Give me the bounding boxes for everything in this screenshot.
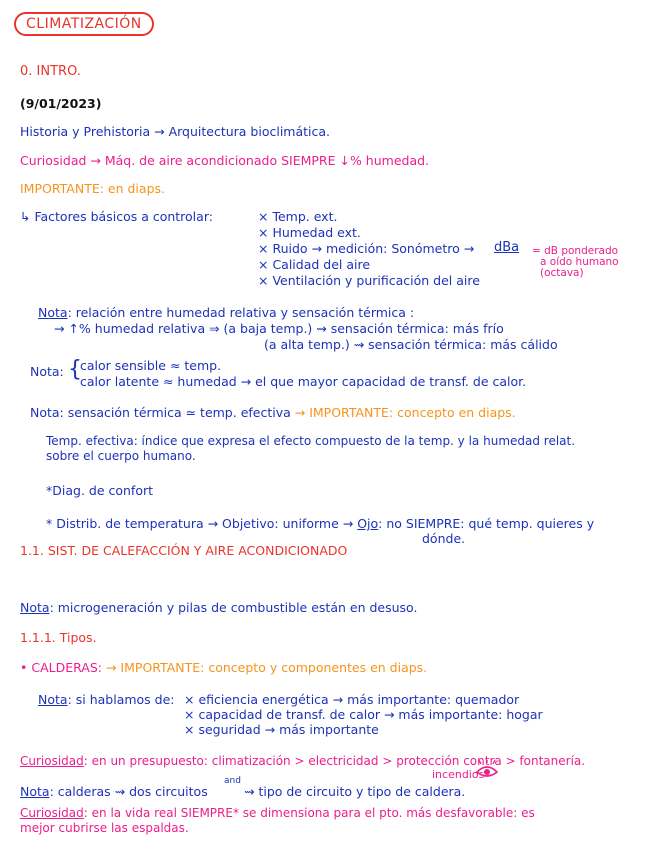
dba-note: = dB ponderado (532, 245, 619, 257)
nota-3-importante: → IMPORTANTE: concepto en diaps. (294, 405, 516, 420)
nota-2-label: Nota: (30, 364, 64, 379)
nota-5-item: × capacidad de transf. de calor → más importante: hogar (184, 707, 543, 722)
page-title: CLIMATIZACIÓN (14, 12, 154, 36)
factor-item: × Calidad del aire (258, 257, 371, 272)
dba-label: dBa (494, 240, 520, 255)
nota-1-line-2: → ↑% humedad relativa ⇒ (a baja temp.) ⇝ sensación térmica: más frío (54, 321, 504, 336)
nota-2-line-2: calor latente ≈ humedad → el que mayor capacidad de transf. de calor. (80, 374, 527, 389)
calderas-line (20, 660, 427, 675)
distrib-line (46, 516, 594, 531)
section-1-1-heading: 1.1. SIST. DE CALEFACCIÓN Y AIRE ACONDICIONADO (20, 543, 348, 558)
nota-1-line-3: (a alta temp.) ⇝ sensación térmica: más cálido (264, 337, 558, 352)
curiosidad-text: : en la vida real SIEMPRE* se dimensiona para el pto. más desfavorable: es (83, 806, 535, 820)
nota-2-line-1: calor sensible ≈ temp. (80, 358, 222, 373)
nota-4 (20, 600, 417, 615)
factores-label: ↳ Factores básicos a controlar: (20, 209, 213, 224)
brace-icon: { (68, 357, 82, 382)
factor-item: × Humedad ext. (258, 225, 361, 240)
section-intro-heading: 0. INTRO. (20, 64, 81, 79)
curiosidad-label: Curiosidad (20, 754, 84, 768)
dba-note: (octava) (540, 267, 584, 279)
nota-3-text: Nota: sensación térmica ≃ temp. efectiva (30, 405, 291, 420)
curiosidad-3 (20, 806, 535, 821)
ojo-label: Ojo (357, 516, 379, 531)
nota-text: : microgeneración y pilas de combustible están en desuso. (49, 600, 418, 615)
factor-item: × Ventilación y purificación del aire (258, 273, 480, 288)
distrib-text: * Distrib. de temperatura → Objetivo: uniforme → (46, 516, 354, 531)
nota-6-text-2: ⇝ tipo de circuito y tipo de caldera. (244, 784, 466, 799)
dba-note: a oído humano (540, 256, 619, 268)
nota-text: : calderas ⇝ dos circuitos (49, 784, 208, 799)
nota-3 (30, 405, 516, 420)
calderas-importante: → IMPORTANTE: (105, 660, 205, 675)
temp-efectiva-line-1: Temp. efectiva: índice que expresa el efecto compuesto de la temp. y la humedad relat. (46, 434, 576, 448)
calderas-label: • CALDERAS: (20, 660, 102, 675)
distrib-text-2: : no SIEMPRE: qué temp. quieres y (378, 516, 595, 531)
calderas-text: concepto y componentes en diaps. (208, 660, 428, 675)
nota-5-item: × seguridad → más importante (184, 722, 379, 737)
factor-item: × Temp. ext. (258, 209, 338, 224)
nota-text: : si hablamos de: (67, 692, 175, 707)
nota-5 (38, 692, 175, 707)
curiosidad-3-line-2: mejor cubrirse las espaldas. (20, 821, 189, 835)
factor-item: × Ruido → medición: Sonómetro → (258, 241, 475, 256)
nota-label: Nota (20, 784, 50, 799)
nota-label: Nota (38, 305, 68, 320)
curiosidad-label: Curiosidad (20, 806, 84, 820)
nota-5-item: × eficiencia energética → más importante: quemador (184, 692, 520, 707)
section-1-1-1-heading: 1.1.1. Tipos. (20, 630, 97, 645)
nota-label: Nota (38, 692, 68, 707)
temp-efectiva-line-2: sobre el cuerpo humano. (46, 449, 196, 463)
diag-confort: *Diag. de confort (46, 483, 154, 498)
distrib-line-2: dónde. (422, 531, 466, 546)
and-label: and (224, 776, 241, 786)
curiosidad-2 (20, 754, 585, 769)
importante-line-1: IMPORTANTE: en diaps. (20, 181, 165, 196)
nota-text: : relación entre humedad relativa y sensación térmica : (67, 305, 415, 320)
incendios-label: incendios (432, 768, 485, 781)
historia-line: Historia y Prehistoria → Arquitectura bioclimática. (20, 124, 331, 139)
nota-1 (38, 305, 414, 320)
nota-6 (20, 784, 208, 799)
curiosidad-text: : en un presupuesto: climatización > electricidad > protección contra > fontanería. (83, 754, 586, 768)
curiosidad-line-1: Curiosidad → Máq. de aire acondicionado SIEMPRE ↓% humedad. (20, 153, 430, 168)
nota-label: Nota (20, 600, 50, 615)
date: (9/01/2023) (20, 96, 102, 111)
